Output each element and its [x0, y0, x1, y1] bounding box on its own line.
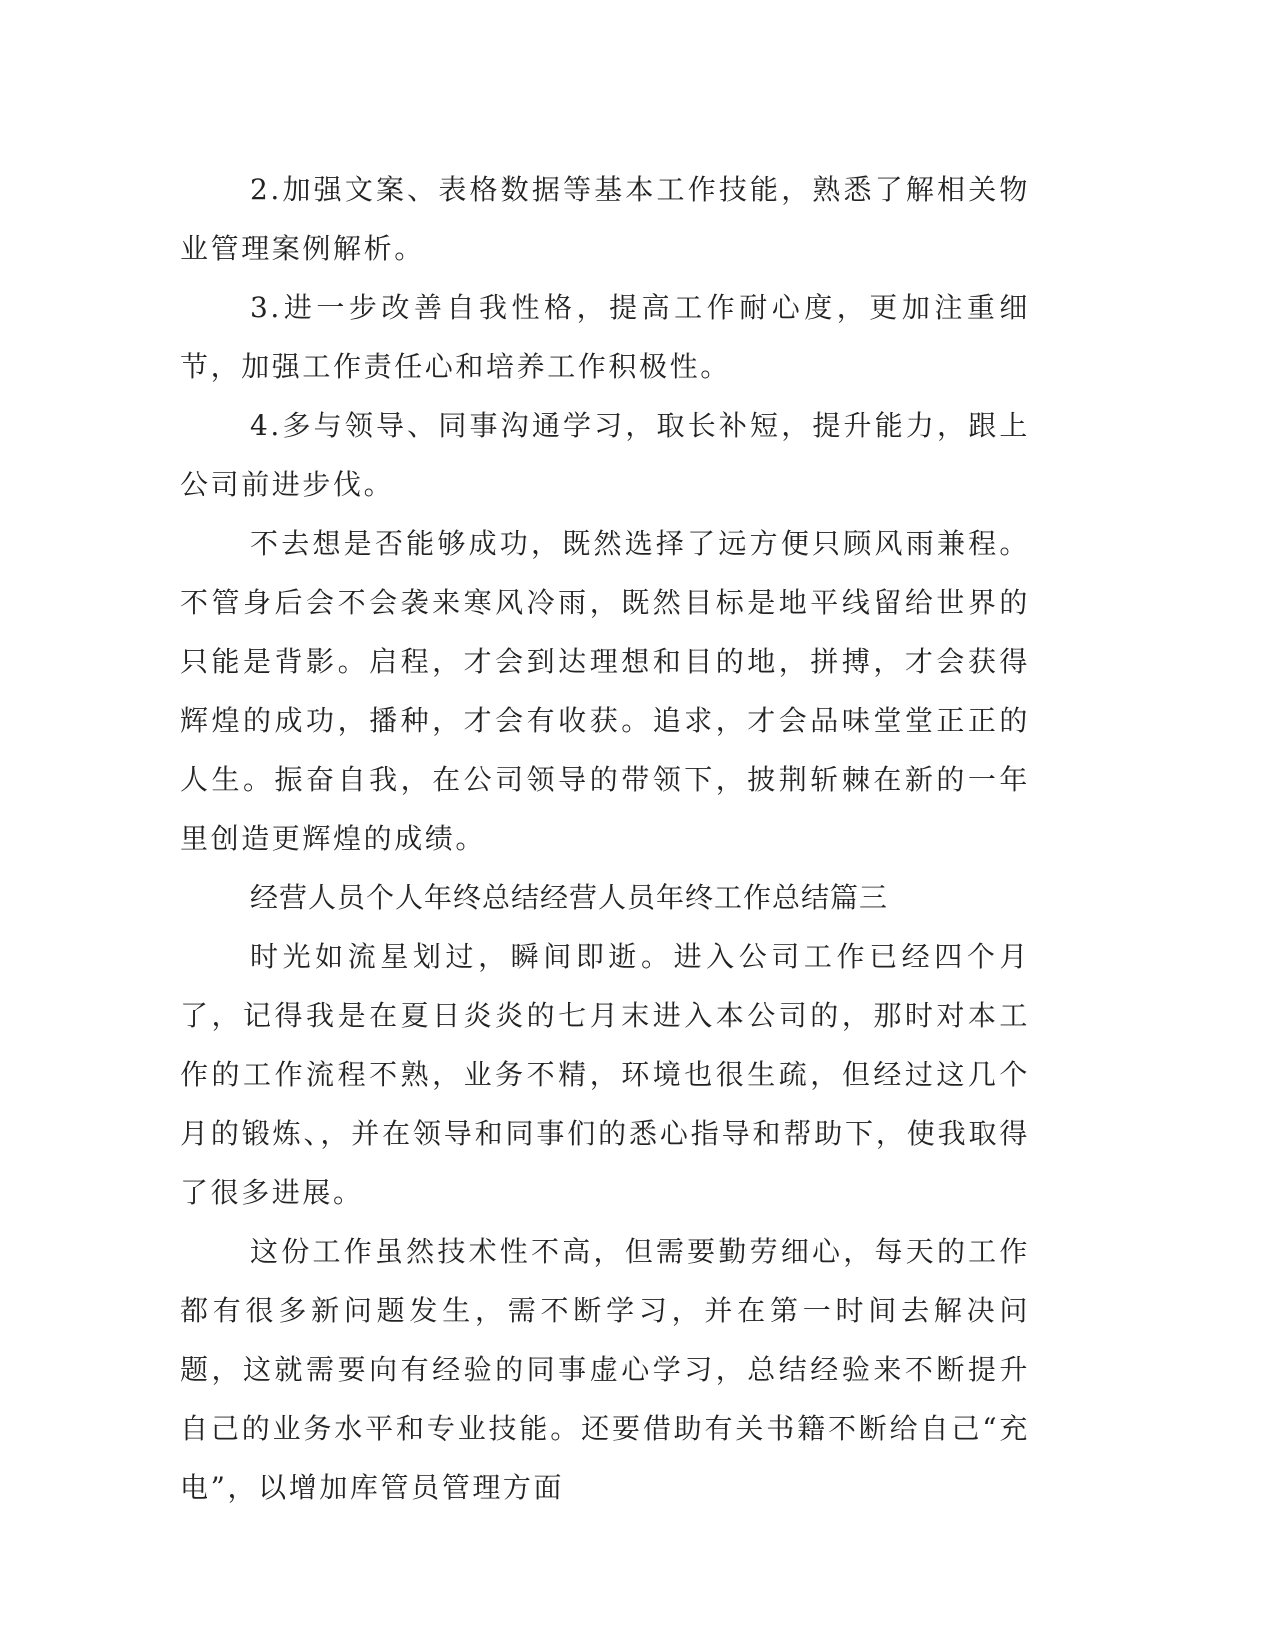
- section-heading: 经营人员个人年终总结经营人员年终工作总结篇三: [250, 881, 889, 914]
- paragraph-item-4: 4.多与领导、同事沟通学习，取长补短，提升能力，跟上公司前进步伐。: [180, 409, 1030, 501]
- paragraph-work: 这份工作虽然技术性不高，但需要勤劳细心，每天的工作都有很多新问题发生，需不断学习，并在第一时间去解决问题，这就需要向有经验的同事虚心学习，总结经验来不断提升自己的业务水平和专业技能。还要借助有关书籍不断给自己“充电”，以增加库管员管理方面: [180, 1235, 1030, 1504]
- paragraph-item-3: 3.进一步改善自我性格，提高工作耐心度，更加注重细节，加强工作责任心和培养工作积极性。: [180, 291, 1030, 383]
- paragraph-item-2: 2.加强文案、表格数据等基本工作技能，熟悉了解相关物业管理案例解析。: [180, 173, 1030, 265]
- paragraph-intro: 时光如流星划过，瞬间即逝。进入公司工作已经四个月了，记得我是在夏日炎炎的七月末进入本公司的，那时对本工作的工作流程不熟，业务不精，环境也很生疏，但经过这几个月的锻炼、，并在领导和同事们的悉心指导和帮助下，使我取得了很多进展。: [180, 940, 1030, 1209]
- document-body: [180, 160, 1030, 1517]
- paragraph-conclusion: 不去想是否能够成功，既然选择了远方便只顾风雨兼程。不管身后会不会袭来寒风冷雨，既然目标是地平线留给世界的只能是背影。启程，才会到达理想和目的地，拼搏，才会获得辉煌的成功，播种，才会有收获。追求，才会品味堂堂正正的人生。振奋自我，在公司领导的带领下，披荆斩棘在新的一年里创造更辉煌的成绩。: [180, 527, 1030, 855]
